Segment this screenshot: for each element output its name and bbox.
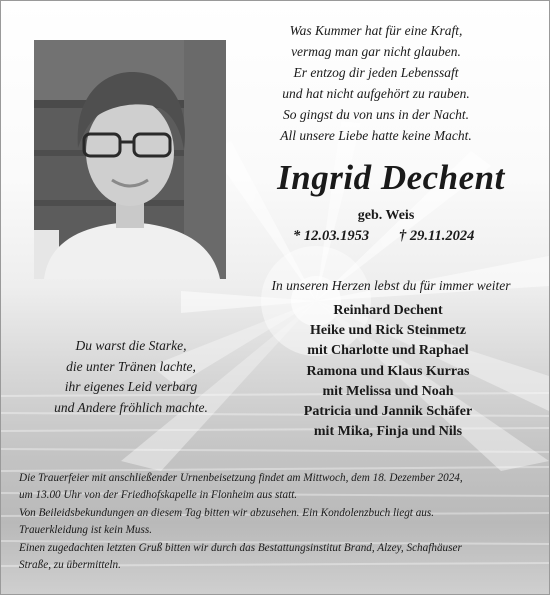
mourner-line: Ramona und Klaus Kurras bbox=[306, 363, 470, 379]
portrait-photo bbox=[34, 40, 226, 279]
top-poem bbox=[241, 20, 511, 146]
left-poem-line: und Andere fröhlich machte. bbox=[54, 399, 208, 415]
notice-line: Die Trauerfeier mit anschließender Urnenbeisetzung findet am Mittwoch, dem 18. Dezember 2024, bbox=[19, 472, 463, 484]
funeral-notice bbox=[19, 470, 539, 574]
mourner-line: mit Charlotte und Raphael bbox=[307, 343, 469, 359]
left-poem-line: ihr eigenes Leid verbarg bbox=[64, 379, 198, 394]
deceased-name: Ingrid Dechent bbox=[277, 158, 505, 197]
mourner-line: Patricia und Jannik Schäfer bbox=[303, 404, 473, 420]
notice-line: Trauerkleidung ist kein Muss. bbox=[19, 524, 152, 537]
top-poem-line: Was Kummer hat für eine Kraft, bbox=[289, 23, 463, 38]
notice-line: um 13.00 Uhr von der Friedhofskapelle in Flonheim aus statt. bbox=[19, 489, 298, 502]
top-poem-line: So gingst du von uns in der Nacht. bbox=[283, 107, 469, 122]
top-poem-line: All unsere Liebe hatte keine Macht. bbox=[280, 128, 472, 143]
left-poem bbox=[31, 336, 231, 418]
mourner-line: Heike und Rick Steinmetz bbox=[310, 323, 466, 339]
death-date: † 29.11.2024 bbox=[399, 228, 475, 244]
notice-line: Straße, zu übermitteln. bbox=[19, 559, 121, 572]
top-poem-line: und hat nicht aufgehört zu rauben. bbox=[282, 86, 470, 101]
mourner-line: mit Melissa und Noah bbox=[322, 383, 454, 399]
top-poem-line: vermag man gar nicht glauben. bbox=[291, 44, 461, 59]
notice-line: Einen zugedachten letzten Gruß bitten wir durch das Bestattungsinstitut Brand, Alzey, Schafhäuser bbox=[19, 541, 462, 554]
top-poem-line: Er entzog dir jeden Lebenssaft bbox=[293, 65, 459, 80]
mourner-line: mit Mika, Finja und Nils bbox=[313, 424, 463, 440]
mourners-list bbox=[257, 301, 519, 442]
notice-line: Von Beileidsbekundungen an diesem Tag bitten wir abzusehen. Ein Kondolenzbuch liegt aus. bbox=[19, 506, 435, 519]
remembrance-line: In unseren Herzen lebst du für immer weiter bbox=[271, 278, 511, 293]
mourner-line: Reinhard Dechent bbox=[333, 303, 443, 318]
birth-date: * 12.03.1953 bbox=[293, 228, 370, 244]
birth-name: geb. Weis bbox=[357, 208, 415, 223]
left-poem-line: die unter Tränen lachte, bbox=[66, 358, 196, 374]
left-poem-line: Du warst die Starke, bbox=[75, 338, 187, 353]
